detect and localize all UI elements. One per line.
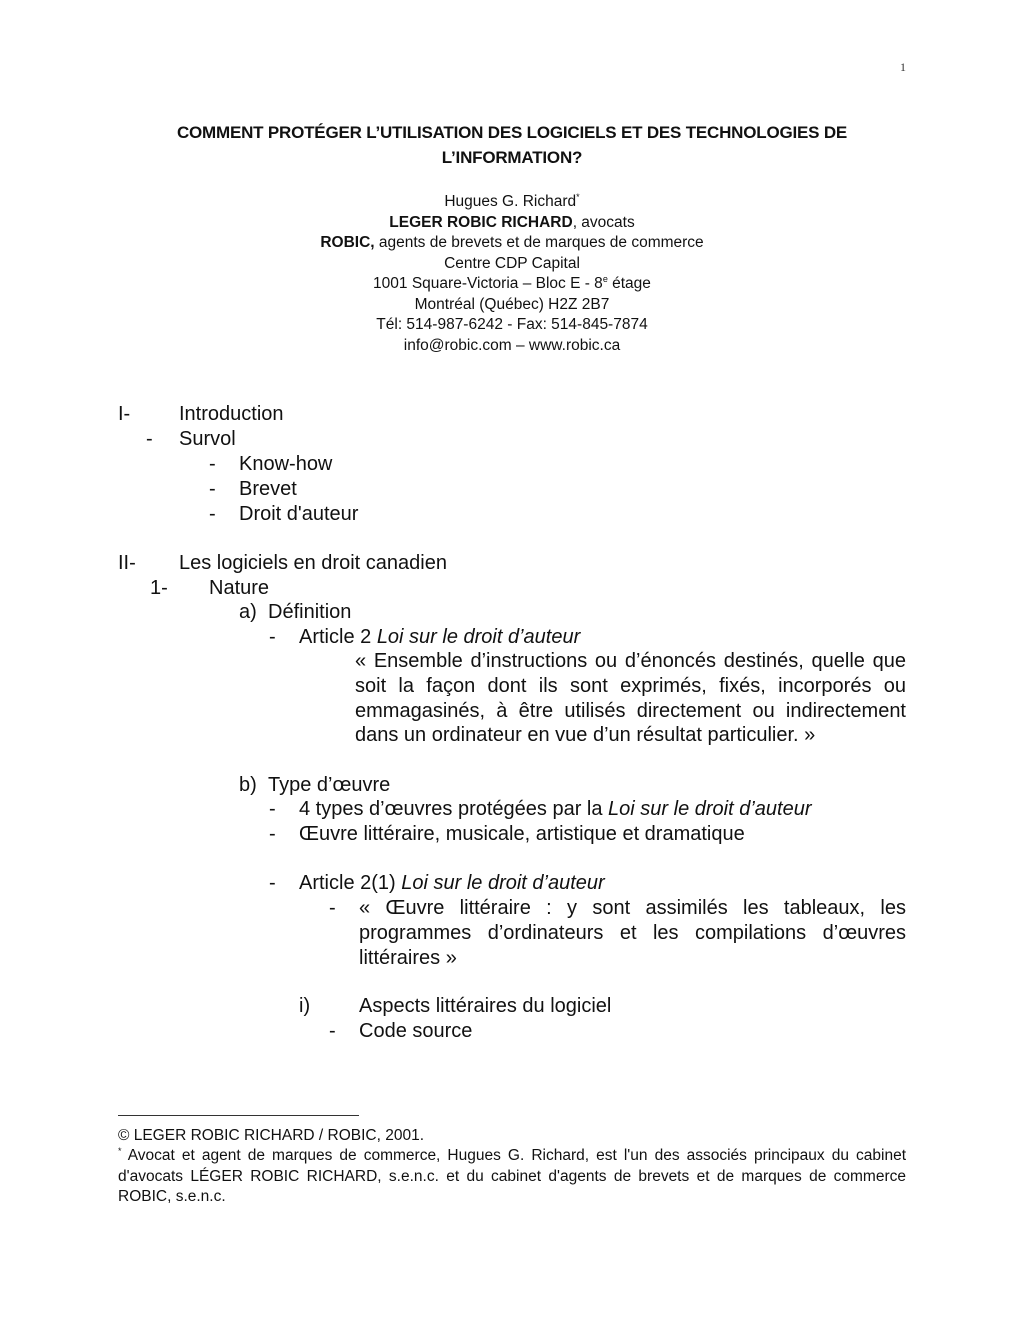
city: Montréal (Québec) H2Z 2B7: [414, 295, 610, 313]
item-a-label: a): [239, 601, 257, 623]
list-item: 4 types d’œuvres protégées par la Loi sur le droit d’auteur: [299, 798, 812, 820]
list-dash: -: [269, 823, 276, 845]
firm-2: ROBIC, agents de brevets et de marques de commerce: [320, 234, 704, 251]
list-item: Droit d'auteur: [239, 503, 359, 525]
section-2-number: II-: [118, 552, 136, 574]
list-dash: -: [209, 478, 216, 500]
list-item: Code source: [359, 1020, 473, 1042]
street-address: 1001 Square-Victoria – Bloc E - 8e étage: [373, 273, 651, 292]
list-dash: -: [269, 798, 276, 820]
article-2-ref: Article 2 Loi sur le droit d’auteur: [299, 626, 581, 648]
section-1-number: I-: [118, 403, 131, 425]
item-i-text: Aspects littéraires du logiciel: [359, 995, 612, 1017]
list-dash: -: [269, 872, 276, 894]
list-dash: -: [269, 626, 276, 648]
list-dash: -: [329, 1020, 336, 1042]
document-title: COMMENT PROTÉGER L’UTILISATION DES LOGICIELS ET DES TECHNOLOGIES DE L’INFORMATION?: [176, 123, 848, 167]
phone-fax: Tél: 514-987-6242 - Fax: 514-845-7874: [376, 316, 648, 333]
item-i-label: i): [299, 995, 311, 1017]
subsection-number: 1-: [150, 577, 168, 599]
page-number: 1: [900, 60, 906, 74]
subsection-nature: Nature: [209, 577, 270, 599]
item-b-label: b): [239, 774, 257, 796]
list-dash: -: [329, 897, 336, 919]
contact-web: info@robic.com – www.robic.ca: [403, 336, 621, 354]
list-item: Know-how: [239, 453, 333, 475]
item-a-text: Définition: [268, 601, 352, 623]
article-2-1-ref: Article 2(1) Loi sur le droit d’auteur: [299, 872, 605, 894]
section-1-title: Introduction: [179, 403, 284, 425]
list-item: Œuvre littéraire, musicale, artistique et dramatique: [299, 823, 745, 845]
list-dash: -: [209, 453, 216, 475]
list-dash: -: [209, 503, 216, 525]
footnote-separator: [118, 1115, 359, 1116]
footnote-copyright: © LEGER ROBIC RICHARD / ROBIC, 2001.: [118, 1127, 424, 1144]
footnote-author: * Avocat et agent de marques de commerce, Hugues G. Richard, est l'un des associés principaux du cabinet d'avocats LÉGER ROBIC RICHARD, s.e.n.c. et du cabinet d'agents de brevets et de marques de commerce ROBIC, s.e.n.c.: [118, 1145, 906, 1205]
author-name: Hugues G. Richard*: [444, 191, 580, 210]
list-item: Brevet: [239, 478, 297, 500]
item-b-text: Type d’œuvre: [268, 774, 391, 796]
footnote-marker: *: [576, 191, 580, 202]
subsection-survol: Survol: [179, 428, 236, 450]
quote-literary-work: « Œuvre littéraire : y sont assimilés les tableaux, les programmes d’ordinateurs et les compilations d’œuvres littéraires »: [359, 897, 906, 969]
list-dash: -: [146, 428, 153, 450]
footnote-marker: *: [118, 1145, 122, 1156]
quote-definition: « Ensemble d’instructions ou d’énoncés destinés, quelle que soit la façon dont ils sont exprimés, fixés, incorporés ou emmagasinés, à être utilisés directement ou indirectement dans un ordinateur en vue d’un résultat particulier. »: [355, 650, 906, 747]
section-2-title: Les logiciels en droit canadien: [179, 552, 447, 574]
firm-1: LEGER ROBIC RICHARD, avocats: [389, 213, 635, 231]
building: Centre CDP Capital: [444, 254, 580, 272]
author-block: [118, 192, 906, 356]
